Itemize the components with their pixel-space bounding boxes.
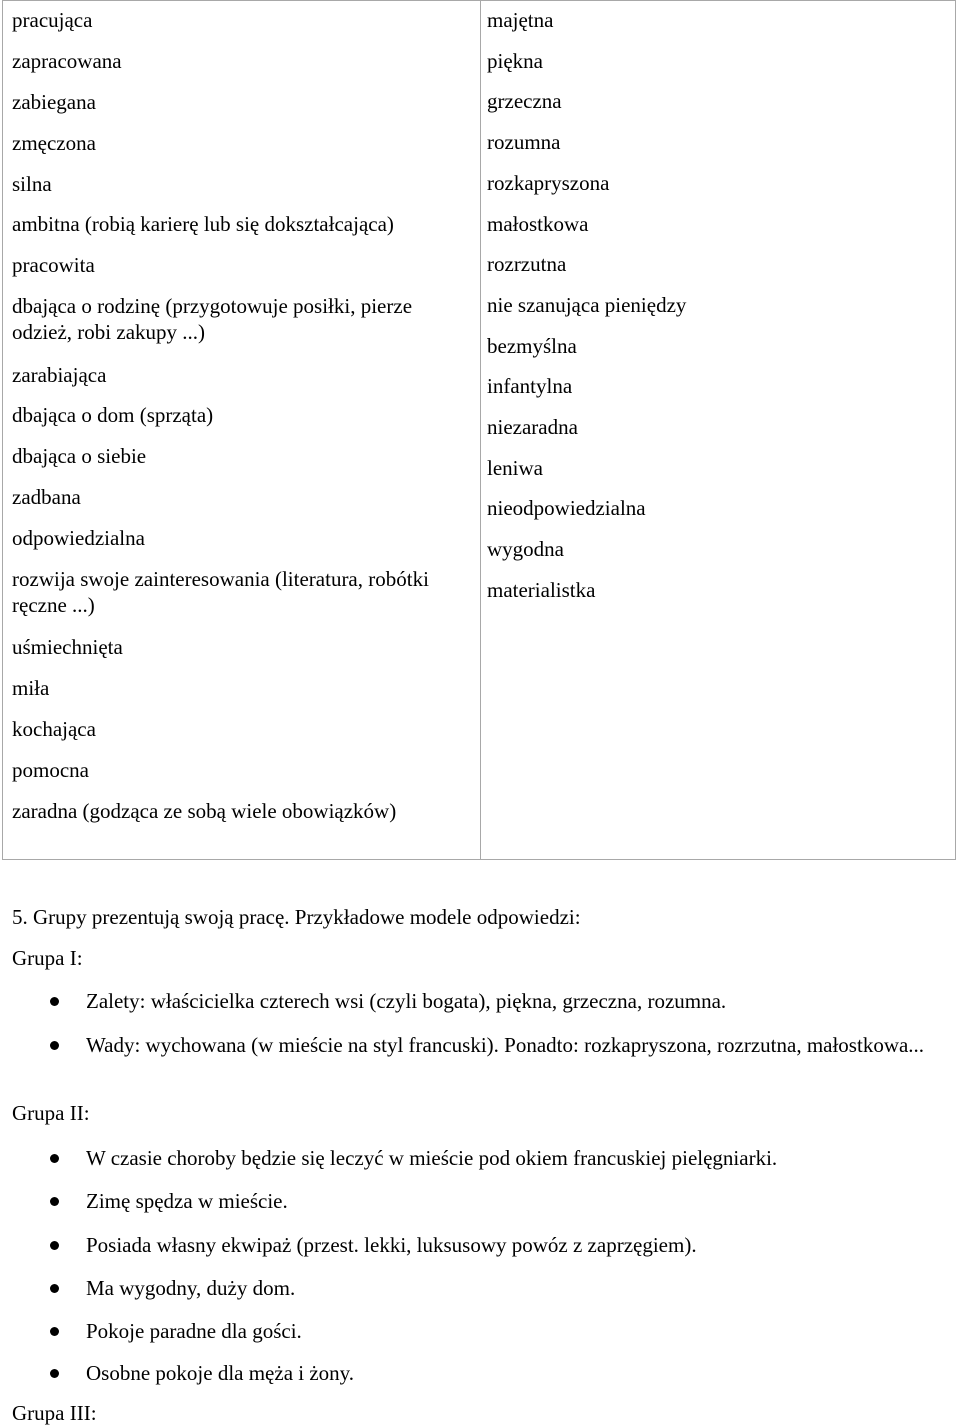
left-column-item: dbająca o siebie: [12, 444, 147, 468]
right-column-item: majętna: [487, 8, 554, 32]
left-column-item: silna: [12, 172, 52, 196]
right-column-item: materialistka: [487, 577, 596, 602]
left-column-item: pomocna: [12, 758, 89, 782]
left-column-item: zarabiająca: [12, 363, 107, 387]
group-1-label: Grupa I:: [12, 946, 83, 970]
list-item-text: Posiada własny ekwipaż (przest. lekki, luksusowy powóz z zaprzęgiem).: [86, 1233, 697, 1257]
left-column-item: pracowita: [12, 253, 95, 277]
right-column-item: infantylna: [487, 374, 573, 399]
right-column-item: rozkapryszona: [487, 170, 610, 195]
left-column-item: kochająca: [12, 717, 96, 741]
right-column-item: rozumna: [487, 130, 561, 155]
bullet-icon: [50, 1327, 59, 1336]
left-column-item: uśmiechnięta: [12, 635, 123, 659]
left-column-item: zapracowana: [12, 49, 122, 73]
bullet-icon: [50, 1197, 59, 1206]
list-item-text: Wady: wychowana (w mieście na styl francuski). Ponadto: rozkapryszona, rozrzutna, małostkowa...: [86, 1033, 925, 1057]
left-column-item: rozwija swoje zainteresowania (literatura, robótki ręczne ...): [12, 567, 429, 617]
comparison-table: [2, 0, 956, 860]
group-3-label: Grupa III:: [12, 1401, 97, 1425]
right-column-item: piękna: [487, 48, 543, 73]
bullet-icon: [50, 997, 59, 1006]
right-column-item: niezaradna: [487, 415, 578, 439]
bullet-icon: [50, 1041, 59, 1050]
left-column-item: odpowiedzialna: [12, 526, 145, 550]
right-column-item: nie szanująca pieniędzy: [487, 292, 687, 317]
right-column-item: rozrzutna: [487, 252, 567, 277]
left-column-item: zaradna (godząca ze sobą wiele obowiązków): [12, 799, 397, 823]
list-item-text: Zimę spędza w mieście.: [86, 1189, 288, 1213]
list-item-text: Zalety: właścicielka czterech wsi (czyli bogata), piękna, grzeczna, rozumna.: [86, 989, 727, 1013]
list-item-text: Ma wygodny, duży dom.: [86, 1276, 296, 1300]
left-column-item: ambitna (robią karierę lub się dokształcająca): [12, 212, 394, 236]
bullet-icon: [50, 1284, 59, 1293]
left-column-item: dbająca o dom (sprząta): [12, 403, 214, 427]
list-item-text: Osobne pokoje dla męża i żony.: [86, 1361, 355, 1385]
left-column-item: miła: [12, 676, 50, 700]
bullet-icon: [50, 1154, 59, 1163]
left-column-item: zabiegana: [12, 90, 96, 114]
left-column-item: zadbana: [12, 485, 81, 509]
list-item-text: Pokoje paradne dla gości.: [86, 1319, 302, 1343]
right-column-item: leniwa: [487, 455, 543, 480]
right-column-item: bezmyślna: [487, 333, 577, 358]
right-column-item: nieodpowiedzialna: [487, 496, 646, 521]
section-heading: 5. Grupy prezentują swoją pracę. Przykładowe modele odpowiedzi:: [12, 905, 581, 929]
bullet-icon: [50, 1241, 59, 1250]
right-column-item: małostkowa: [487, 211, 589, 236]
list-item-text: W czasie choroby będzie się leczyć w mieście pod okiem francuskiej pielęgniarki.: [86, 1146, 778, 1170]
left-column-item: dbająca o rodzinę (przygotowuje posiłki, pierze odzież, robi zakupy ...): [12, 294, 413, 344]
bullet-icon: [50, 1369, 59, 1378]
left-column-item: pracująca: [12, 8, 93, 32]
group-2-label: Grupa II:: [12, 1101, 90, 1125]
right-column-item: grzeczna: [487, 89, 562, 114]
column-divider: [480, 1, 481, 859]
right-column-item: wygodna: [487, 537, 564, 562]
left-column-item: zmęczona: [12, 131, 96, 155]
